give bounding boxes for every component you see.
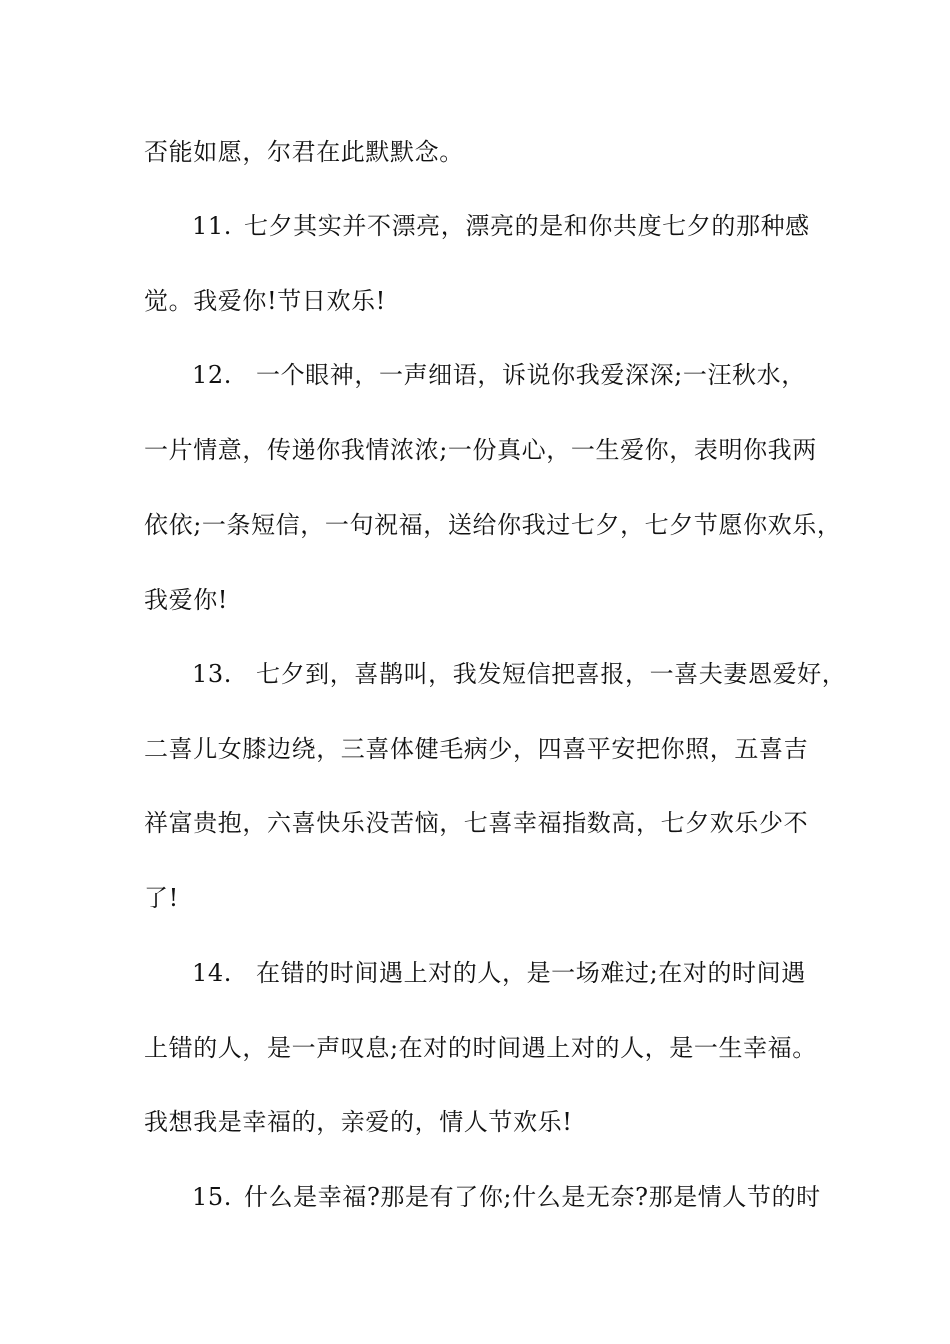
text-line: 觉。我爱你!节日欢乐! [144, 287, 386, 315]
list-item-13 [192, 654, 892, 694]
text-line: 七夕其实并不漂亮，漂亮的是和你共度七夕的那种感 [243, 212, 810, 240]
text-line: 七夕到，喜鹊叫，我发短信把喜报，一喜夫妻恩爱好， [255, 660, 847, 688]
text-line: 一片情意，传递你我情浓浓;一份真心，一生爱你，表明你我两 [144, 436, 817, 464]
list-item-12 [192, 355, 892, 395]
item-number: 12. [192, 361, 232, 389]
item-number: 15. [192, 1183, 232, 1211]
text-line: 我想我是幸福的，亲爱的，情人节欢乐! [144, 1108, 573, 1136]
text-line: 了! [144, 884, 179, 912]
item-number: 11. [192, 212, 232, 240]
text-line: 依依;一条短信，一句祝福，送给你我过七夕，七夕节愿你欢乐， [144, 511, 842, 539]
text-line: 上错的人，是一声叹息;在对的时间遇上对的人，是一生幸福。 [144, 1034, 817, 1062]
text-line: 一个眼神，一声细语，诉说你我爱深深;一汪秋水， [255, 361, 806, 389]
text-line: 什么是幸福?那是有了你;什么是无奈?那是情人节的时 [243, 1183, 821, 1211]
text-line: 二喜儿女膝边绕，三喜体健毛病少，四喜平安把你照，五喜吉 [144, 735, 809, 763]
item-number: 13. [192, 660, 232, 688]
text-line: 祥富贵抱，六喜快乐没苦恼，七喜幸福指数高，七夕欢乐少不 [144, 809, 809, 837]
list-item-15 [192, 1177, 892, 1217]
item-number: 14. [192, 959, 232, 987]
list-item-11 [192, 206, 892, 246]
text-line: 在错的时间遇上对的人，是一场难过;在对的时间遇 [255, 959, 806, 987]
text-line: 否能如愿，尔君在此默默念。 [144, 138, 464, 166]
text-line: 我爱你! [144, 586, 229, 614]
list-item-14 [192, 953, 892, 993]
